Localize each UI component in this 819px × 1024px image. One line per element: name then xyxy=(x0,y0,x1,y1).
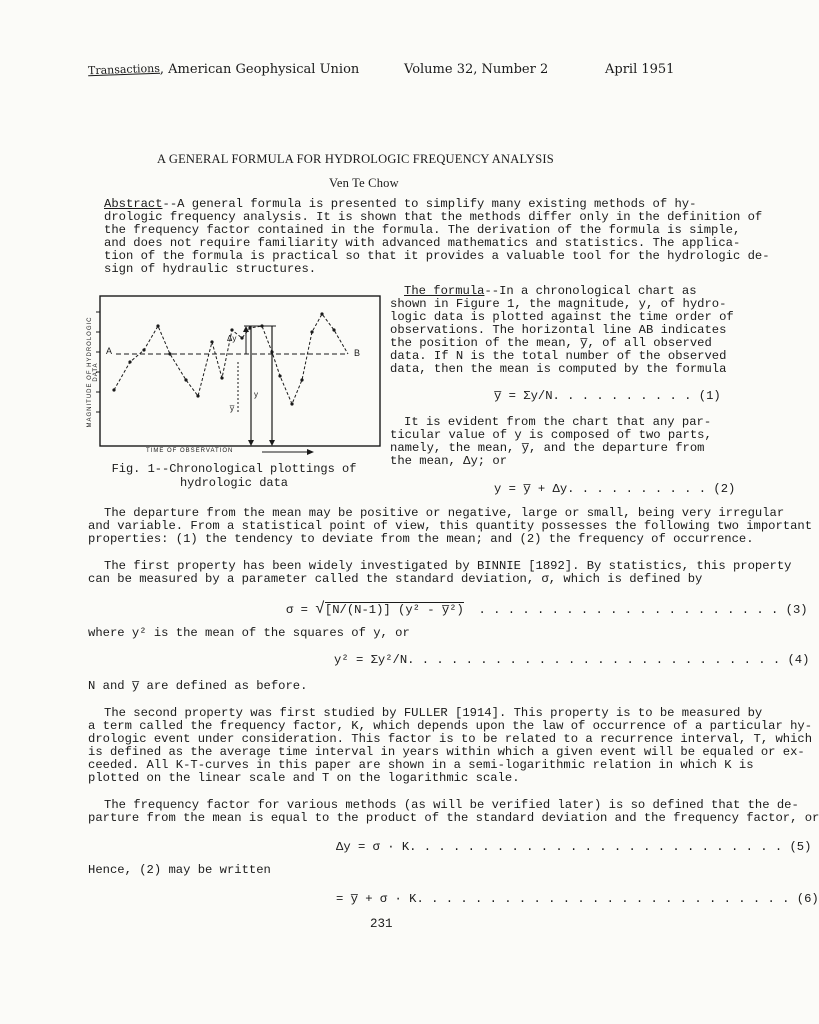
body-line: ceeded. All K-T-curves in this paper are shown in a semi-logarithmic relation in which K is xyxy=(88,758,754,772)
formula-label: The formula xyxy=(404,284,485,298)
formula-line: the position of the mean, y̅, of all observed xyxy=(390,336,712,350)
body-line: The departure from the mean may be positive or negative, large or small, being very irregular xyxy=(104,506,785,520)
equation-4: y² = Σy²/N. . . . . . . . . . . . . . . . . . . . . . . . . . (4) xyxy=(334,653,810,667)
body-line: The second property was first studied by FULLER [1914]. This property is to be measured by xyxy=(104,706,763,720)
figure-x-axis-label: TIME OF OBSERVATION xyxy=(146,448,234,454)
y-label: y xyxy=(254,390,258,399)
abstract-line: sign of hydraulic structures. xyxy=(104,262,317,276)
point-label-b: B xyxy=(354,348,361,358)
equation-1: y̅ = Σy/N. . . . . . . . . . (1) xyxy=(494,389,721,403)
abstract-line: drologic frequency analysis. It is shown that the methods differ only in the definition of xyxy=(104,210,763,224)
hence-line: Hence, (2) may be written xyxy=(88,863,271,877)
body-line: is defined as the average time interval in years within which a given event will be equaled or ex- xyxy=(88,745,805,759)
equation-6: = y̅ + σ · K. . . . . . . . . . . . . . . . . . . . . . . . . . (6) xyxy=(336,892,819,906)
equation-3: σ = √[N/(N-1)] (y² - y̅²) . . . . . . . . . . . . . . . . . . . . . (3) xyxy=(286,600,808,618)
formula-line-1: The formula--In a chronological chart as xyxy=(404,284,697,298)
body-line: properties: (1) the tendency to deviate from the mean; and (2) the frequency of occurrence. xyxy=(88,532,754,546)
body-line: The frequency factor for various methods (as will be verified later) is so defined that the de- xyxy=(104,798,799,812)
evident-line: ticular value of y is composed of two parts, xyxy=(390,428,712,442)
paper-title: A GENERAL FORMULA FOR HYDROLOGIC FREQUENCY ANALYSIS xyxy=(157,152,554,166)
figure-caption: Fig. 1--Chronological plottings of hydrologic data xyxy=(111,462,357,490)
equation-2: y = y̅ + Δy. . . . . . . . . . (2) xyxy=(494,482,736,496)
where-line: where y² is the mean of the squares of y, or xyxy=(88,626,410,640)
evident-line: the mean, Δy; or xyxy=(390,454,508,468)
journal-name xyxy=(88,62,359,77)
body-line: drologic event under consideration. This factor is to be related to a recurrence interval, T, which xyxy=(88,732,813,746)
formula-line: data. If N is the total number of the observed xyxy=(390,349,727,363)
author-name: Ven Te Chow xyxy=(329,176,399,190)
body-line: The first property has been widely investigated by BINNIE [1892]. By statistics, this property xyxy=(104,559,792,573)
body-line: parture from the mean is equal to the product of the standard deviation and the frequency factor, or xyxy=(88,811,819,825)
evident-line: It is evident from the chart that any par- xyxy=(404,415,712,429)
abstract-label: Abstract xyxy=(104,197,163,211)
formula-line: shown in Figure 1, the magnitude, y, of hydro- xyxy=(390,297,727,311)
volume-number: Volume 32, Number 2 xyxy=(404,62,549,77)
defined-line: N and y̅ are defined as before. xyxy=(88,679,308,693)
ybar-label: y̅ xyxy=(230,404,234,413)
formula-line: data, then the mean is computed by the formula xyxy=(390,362,727,376)
journal-rest: , American Geophysical Union xyxy=(159,62,360,77)
figure-y-axis-label: MAGNITUDE OF HYDROLOGIC DATA xyxy=(87,316,99,428)
equation-5: Δy = σ · K. . . . . . . . . . . . . . . . . . . . . . . . . . (5) xyxy=(336,840,812,854)
evident-line: namely, the mean, y̅, and the departure from xyxy=(390,441,705,455)
formula-line: logic data is plotted against the time order of xyxy=(390,310,734,324)
abstract-line: the frequency factor contained in the formula. The derivation of the formula is simple, xyxy=(104,223,741,237)
abstract-line: and does not require familiarity with advanced mathematics and statistics. The applica- xyxy=(104,236,741,250)
data-points xyxy=(112,312,335,405)
body-line: and variable. From a statistical point of view, this quantity possesses the following two important xyxy=(88,519,813,533)
delta-y-label: Δy xyxy=(227,334,237,343)
formula-line: observations. The horizontal line AB indicates xyxy=(390,323,727,337)
page-number: 231 xyxy=(370,917,393,931)
chronological-chart xyxy=(86,292,382,460)
body-line: a term called the frequency factor, K, which depends upon the law of occurrence of a particular hy- xyxy=(88,719,813,733)
body-line: plotted on the linear scale and T on the logarithmic scale. xyxy=(88,771,520,785)
abstract-line: tion of the formula is practical so that it provides a valuable tool for the hydrologic de- xyxy=(104,249,770,263)
body-line: can be measured by a parameter called the standard deviation, σ, which is defined by xyxy=(88,572,703,586)
journal-prefix: Transactions xyxy=(87,61,161,78)
data-trace xyxy=(114,314,348,404)
figure-1 xyxy=(86,292,382,460)
point-label-a: A xyxy=(106,346,113,356)
chart-frame xyxy=(100,296,380,446)
issue-date: April 1951 xyxy=(605,62,675,77)
abstract-line-1: Abstract--A general formula is presented to simplify many existing methods of hy- xyxy=(104,197,697,211)
